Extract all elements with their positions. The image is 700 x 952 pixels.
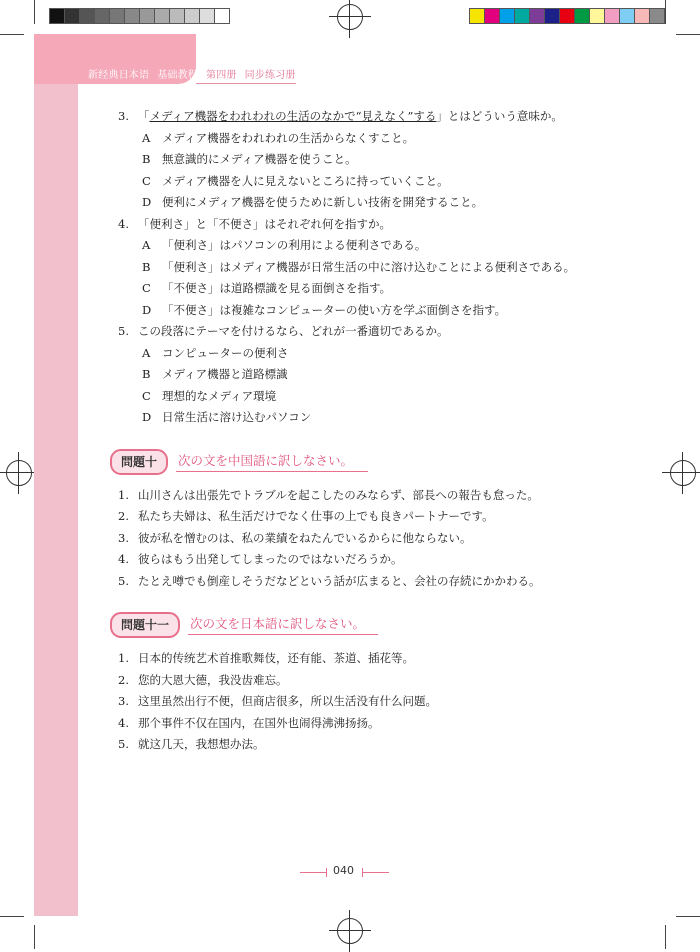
- question-text: この段落にテーマを付けるなら、どれが一番適切であるか。: [138, 324, 449, 338]
- list-item: [118, 506, 678, 528]
- section-11-title: 次の文を日本語に訳しなさい。: [190, 616, 366, 631]
- list-item: [118, 734, 678, 756]
- page-number-tick-left: [326, 868, 327, 877]
- color-swatch: [109, 8, 125, 24]
- header-type: 同步练习册: [244, 70, 296, 81]
- page-number-line-right: [363, 872, 389, 873]
- option: [118, 343, 678, 365]
- list-item: [118, 713, 678, 735]
- list-item: [118, 648, 678, 670]
- section-10-underline: [176, 471, 368, 472]
- color-swatch: [154, 8, 170, 24]
- color-swatch: [64, 8, 80, 24]
- option: [118, 257, 678, 279]
- page-number-line-left: [300, 872, 326, 873]
- registration-mark-top: [337, 4, 363, 30]
- crop-mark: [665, 0, 666, 24]
- item-text: 这里虽然出行不便，但商店很多，所以生活没有什么问题。: [138, 694, 437, 708]
- item-text: 您的大恩大德，我没齿难忘。: [138, 672, 288, 687]
- option-label: B: [142, 259, 151, 274]
- list-item: [118, 485, 678, 507]
- list-item: [118, 528, 678, 550]
- option-label: D: [142, 195, 152, 209]
- list-item: [118, 571, 678, 593]
- color-swatch: [634, 8, 650, 24]
- item-number: 5.: [118, 737, 129, 751]
- color-swatch: [604, 8, 620, 24]
- option-text: メディア機器をわれわれの生活からなくすこと。: [162, 130, 415, 145]
- option-text: 「便利さ」はメディア機器が日常生活の中に溶け込むことによる便利さである。: [162, 259, 576, 274]
- option-label: A: [142, 130, 151, 145]
- crop-mark: [34, 925, 35, 949]
- crop-mark: [676, 916, 700, 917]
- item-number: 2.: [118, 672, 129, 687]
- color-swatch-strip: [470, 8, 665, 24]
- color-swatch: [619, 8, 635, 24]
- option: [118, 235, 678, 257]
- color-swatch: [529, 8, 545, 24]
- header-rule: [196, 83, 296, 84]
- registration-mark-bottom: [337, 918, 363, 944]
- item-text: たとえ噂でも倒産しそうだなどという話が広まると、会社の存続にかかわる。: [138, 573, 541, 588]
- option-label: C: [142, 281, 151, 295]
- item-number: 3.: [118, 530, 129, 545]
- item-text: 私たち夫婦は、私生活だけでなく仕事の上でも良きパートナーです。: [138, 509, 494, 523]
- section-10-items: [118, 485, 678, 593]
- option-text: コンピューターの便利さ: [162, 345, 289, 360]
- color-swatch: [214, 8, 230, 24]
- option-label: C: [142, 388, 151, 403]
- color-swatch: [139, 8, 155, 24]
- question-text-post: 」とはどういう意味か。: [436, 109, 563, 123]
- option-text: メディア機器を人に見えないところに持っていくこと。: [162, 173, 449, 188]
- item-number: 5.: [118, 573, 129, 588]
- color-swatch: [589, 8, 605, 24]
- color-swatch: [124, 8, 140, 24]
- crop-mark: [665, 925, 666, 949]
- option: [118, 192, 678, 214]
- section-10-header: [110, 447, 678, 475]
- color-swatch: [199, 8, 215, 24]
- crop-mark: [34, 0, 35, 24]
- color-swatch: [184, 8, 200, 24]
- header-book: 新经典日本语: [88, 70, 150, 81]
- color-swatch: [79, 8, 95, 24]
- option-text: 「便利さ」はパソコンの利用による便利さである。: [162, 238, 427, 252]
- item-number: 4.: [118, 715, 129, 730]
- question-text: 「便利さ」と「不便さ」はそれぞれ何を指すか。: [138, 216, 391, 231]
- option-text: 「不便さ」は複雑なコンピューターの使い方を学ぶ面倒さを指す。: [162, 302, 507, 317]
- option: [118, 171, 678, 193]
- main-content: [118, 106, 678, 756]
- question-5: [118, 321, 678, 343]
- option-label: A: [142, 238, 151, 252]
- header-text: [88, 66, 296, 81]
- color-swatch: [499, 8, 515, 24]
- section-11-header: [110, 610, 678, 638]
- item-number: 4.: [118, 552, 129, 566]
- question-number: 5.: [118, 324, 129, 338]
- color-swatch: [649, 8, 665, 24]
- option-label: B: [142, 367, 151, 381]
- item-text: 那个事件不仅在国内，在国外也闹得沸沸扬扬。: [138, 715, 380, 730]
- color-swatch: [559, 8, 575, 24]
- item-text: 彼らはもう出発してしまったのではないだろうか。: [138, 552, 403, 566]
- question-text-pre: 「: [138, 109, 150, 123]
- item-text: 彼が私を憎むのは、私の業績をねたんでいるからに他ならない。: [138, 530, 472, 545]
- option: [118, 128, 678, 150]
- color-swatch: [94, 8, 110, 24]
- color-swatch: [514, 8, 530, 24]
- item-text: 日本的传统艺术首推歌舞伎，还有能、茶道、插花等。: [138, 651, 414, 665]
- option-label: D: [142, 302, 152, 317]
- color-swatch: [169, 8, 185, 24]
- option-text: 「不便さ」は道路標識を見る面倒さを指す。: [162, 281, 392, 295]
- color-swatch: [544, 8, 560, 24]
- question-3: [118, 106, 678, 128]
- page-number: 040: [333, 864, 354, 877]
- item-number: 3.: [118, 694, 129, 708]
- item-text: 山川さんは出張先でトラブルを起こしたのみならず、部長への報告も怠った。: [138, 487, 539, 502]
- item-text: 就这几天，我想想办法。: [138, 737, 265, 751]
- list-item: [118, 691, 678, 713]
- section-10-badge: 問題十: [110, 449, 168, 475]
- option-label: D: [142, 410, 152, 424]
- question-4: [118, 214, 678, 236]
- option-label: C: [142, 173, 151, 188]
- list-item: [118, 670, 678, 692]
- option: [118, 364, 678, 386]
- question-number: 3.: [118, 109, 129, 123]
- header-series: 基础教程: [157, 70, 199, 81]
- item-number: 2.: [118, 509, 129, 523]
- question-number: 4.: [118, 216, 129, 231]
- option-text: 無意識的にメディア機器を使うこと。: [162, 152, 357, 166]
- option-text: 便利にメディア機器を使うために新しい技術を開発すること。: [162, 195, 484, 209]
- list-item: [118, 549, 678, 571]
- color-swatch: [49, 8, 65, 24]
- color-swatch: [484, 8, 500, 24]
- gray-swatch-strip: [50, 8, 230, 24]
- section-11-underline: [188, 634, 378, 635]
- question-underlined-phrase: メディア機器をわれわれの生活のなかで“見えなく”する: [149, 109, 437, 123]
- crop-mark: [676, 34, 700, 35]
- option-label: B: [142, 152, 151, 166]
- section-10-title: 次の文を中国語に訳しなさい。: [178, 452, 354, 468]
- item-number: 1.: [118, 487, 129, 502]
- item-number: 1.: [118, 651, 129, 665]
- section-11-items: [118, 648, 678, 756]
- section-11-badge: 問題十一: [110, 612, 180, 638]
- option-text: 日常生活に溶け込むパソコン: [162, 410, 312, 424]
- option: [118, 386, 678, 408]
- option: [118, 149, 678, 171]
- color-swatch: [574, 8, 590, 24]
- crop-mark: [0, 34, 24, 35]
- registration-mark-left: [6, 460, 32, 486]
- option-text: 理想的なメディア環境: [162, 388, 277, 403]
- pink-sidebar: [34, 34, 78, 916]
- option-text: メディア機器と道路標識: [162, 367, 288, 381]
- option: [118, 278, 678, 300]
- crop-mark: [0, 916, 24, 917]
- option-label: A: [142, 345, 151, 360]
- color-swatch: [469, 8, 485, 24]
- option: [118, 407, 678, 429]
- header-volume: 第四册: [206, 70, 237, 81]
- option: [118, 300, 678, 322]
